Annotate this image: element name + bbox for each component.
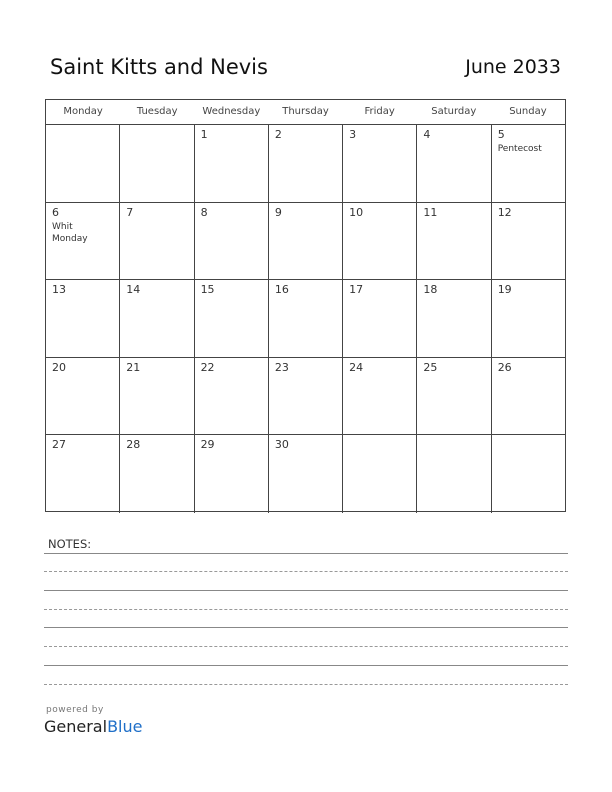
week-row [46,203,565,281]
notes-line [44,646,568,647]
day-number: 10 [349,205,364,219]
weekday-sunday: Sunday [509,106,547,117]
weekday-saturday: Saturday [431,106,477,117]
day-cell [492,203,565,280]
holiday-event: Pentecost [497,144,542,154]
day-number: 2 [274,128,282,141]
generalblue-logo [44,717,142,736]
day-number: 3 [349,128,357,141]
weekday-friday: Friday [364,106,395,117]
day-cell [195,280,269,357]
weekday-tuesday: Tuesday [136,106,178,117]
day-number: 11 [423,205,438,219]
day-cell [46,203,120,280]
day-cell [269,358,343,435]
day-cell [46,435,120,513]
notes-line [44,590,568,591]
weekday-header-row [46,100,565,125]
notes-line [44,627,568,628]
week-row [46,435,565,513]
day-number: 27 [52,438,66,452]
day-cell [343,358,417,435]
day-cell [492,280,565,357]
day-cell [46,280,120,357]
day-number: 19 [497,283,512,297]
day-number: 30 [274,438,289,452]
day-number: 26 [497,360,512,374]
notes-label: NOTES: [48,537,92,551]
notes-line [44,684,568,685]
week-row [46,280,565,358]
calendar-weeks [46,125,565,513]
notes-line [44,553,568,554]
weekday-wednesday: Wednesday [202,106,261,117]
day-cell [195,203,269,280]
notes-line [44,609,568,610]
day-number: 23 [274,360,289,374]
day-cell [417,435,491,513]
calendar-grid [45,99,566,512]
day-cell [269,125,343,202]
day-cell [120,358,194,435]
day-cell [417,203,491,280]
calendar-title: Saint Kitts and Nevis [50,55,268,79]
notes-line [44,665,568,666]
day-cell [417,280,491,357]
day-cell [46,125,120,202]
day-cell [417,358,491,435]
day-number: 1 [200,128,208,141]
day-number: 17 [349,283,364,297]
day-number: 13 [52,283,66,297]
day-number: 18 [423,283,438,297]
day-number: 24 [349,360,364,374]
day-cell [417,125,491,202]
day-number: 6 [52,205,59,219]
day-number: 16 [274,283,289,297]
calendar-month: June 2033 [465,56,561,78]
day-number: 15 [200,283,215,297]
day-number: 14 [126,283,141,297]
day-number: 29 [200,438,215,452]
notes-line [44,571,568,572]
day-number: 8 [200,205,208,219]
day-cell [492,125,565,202]
brand-blue: Blue [107,717,143,736]
day-cell [120,435,194,513]
day-cell [343,203,417,280]
day-cell [269,435,343,513]
day-number: 25 [423,360,438,374]
day-cell [343,435,417,513]
day-cell [492,358,565,435]
day-number: 22 [200,360,215,374]
day-number: 28 [126,438,141,452]
day-number: 9 [274,205,282,219]
day-number: 12 [497,205,512,219]
powered-by-text: powered by [46,705,104,715]
day-cell [195,125,269,202]
day-number: 20 [52,360,66,374]
day-number: 7 [126,205,134,219]
weekday-thursday: Thursday [282,106,329,117]
week-row [46,358,565,436]
day-cell [120,125,194,202]
day-cell [343,280,417,357]
day-cell [343,125,417,202]
day-number: 21 [126,360,141,374]
week-row [46,125,565,203]
day-cell [46,358,120,435]
day-cell [269,280,343,357]
day-cell [195,435,269,513]
day-number: 5 [497,128,505,141]
day-cell [120,280,194,357]
weekday-monday: Monday [63,106,103,117]
day-cell [492,435,565,513]
day-number: 4 [423,128,431,141]
day-cell [195,358,269,435]
day-cell [120,203,194,280]
brand-general: General [44,717,108,736]
day-cell [269,203,343,280]
holiday-event: Whit Monday [52,221,88,244]
